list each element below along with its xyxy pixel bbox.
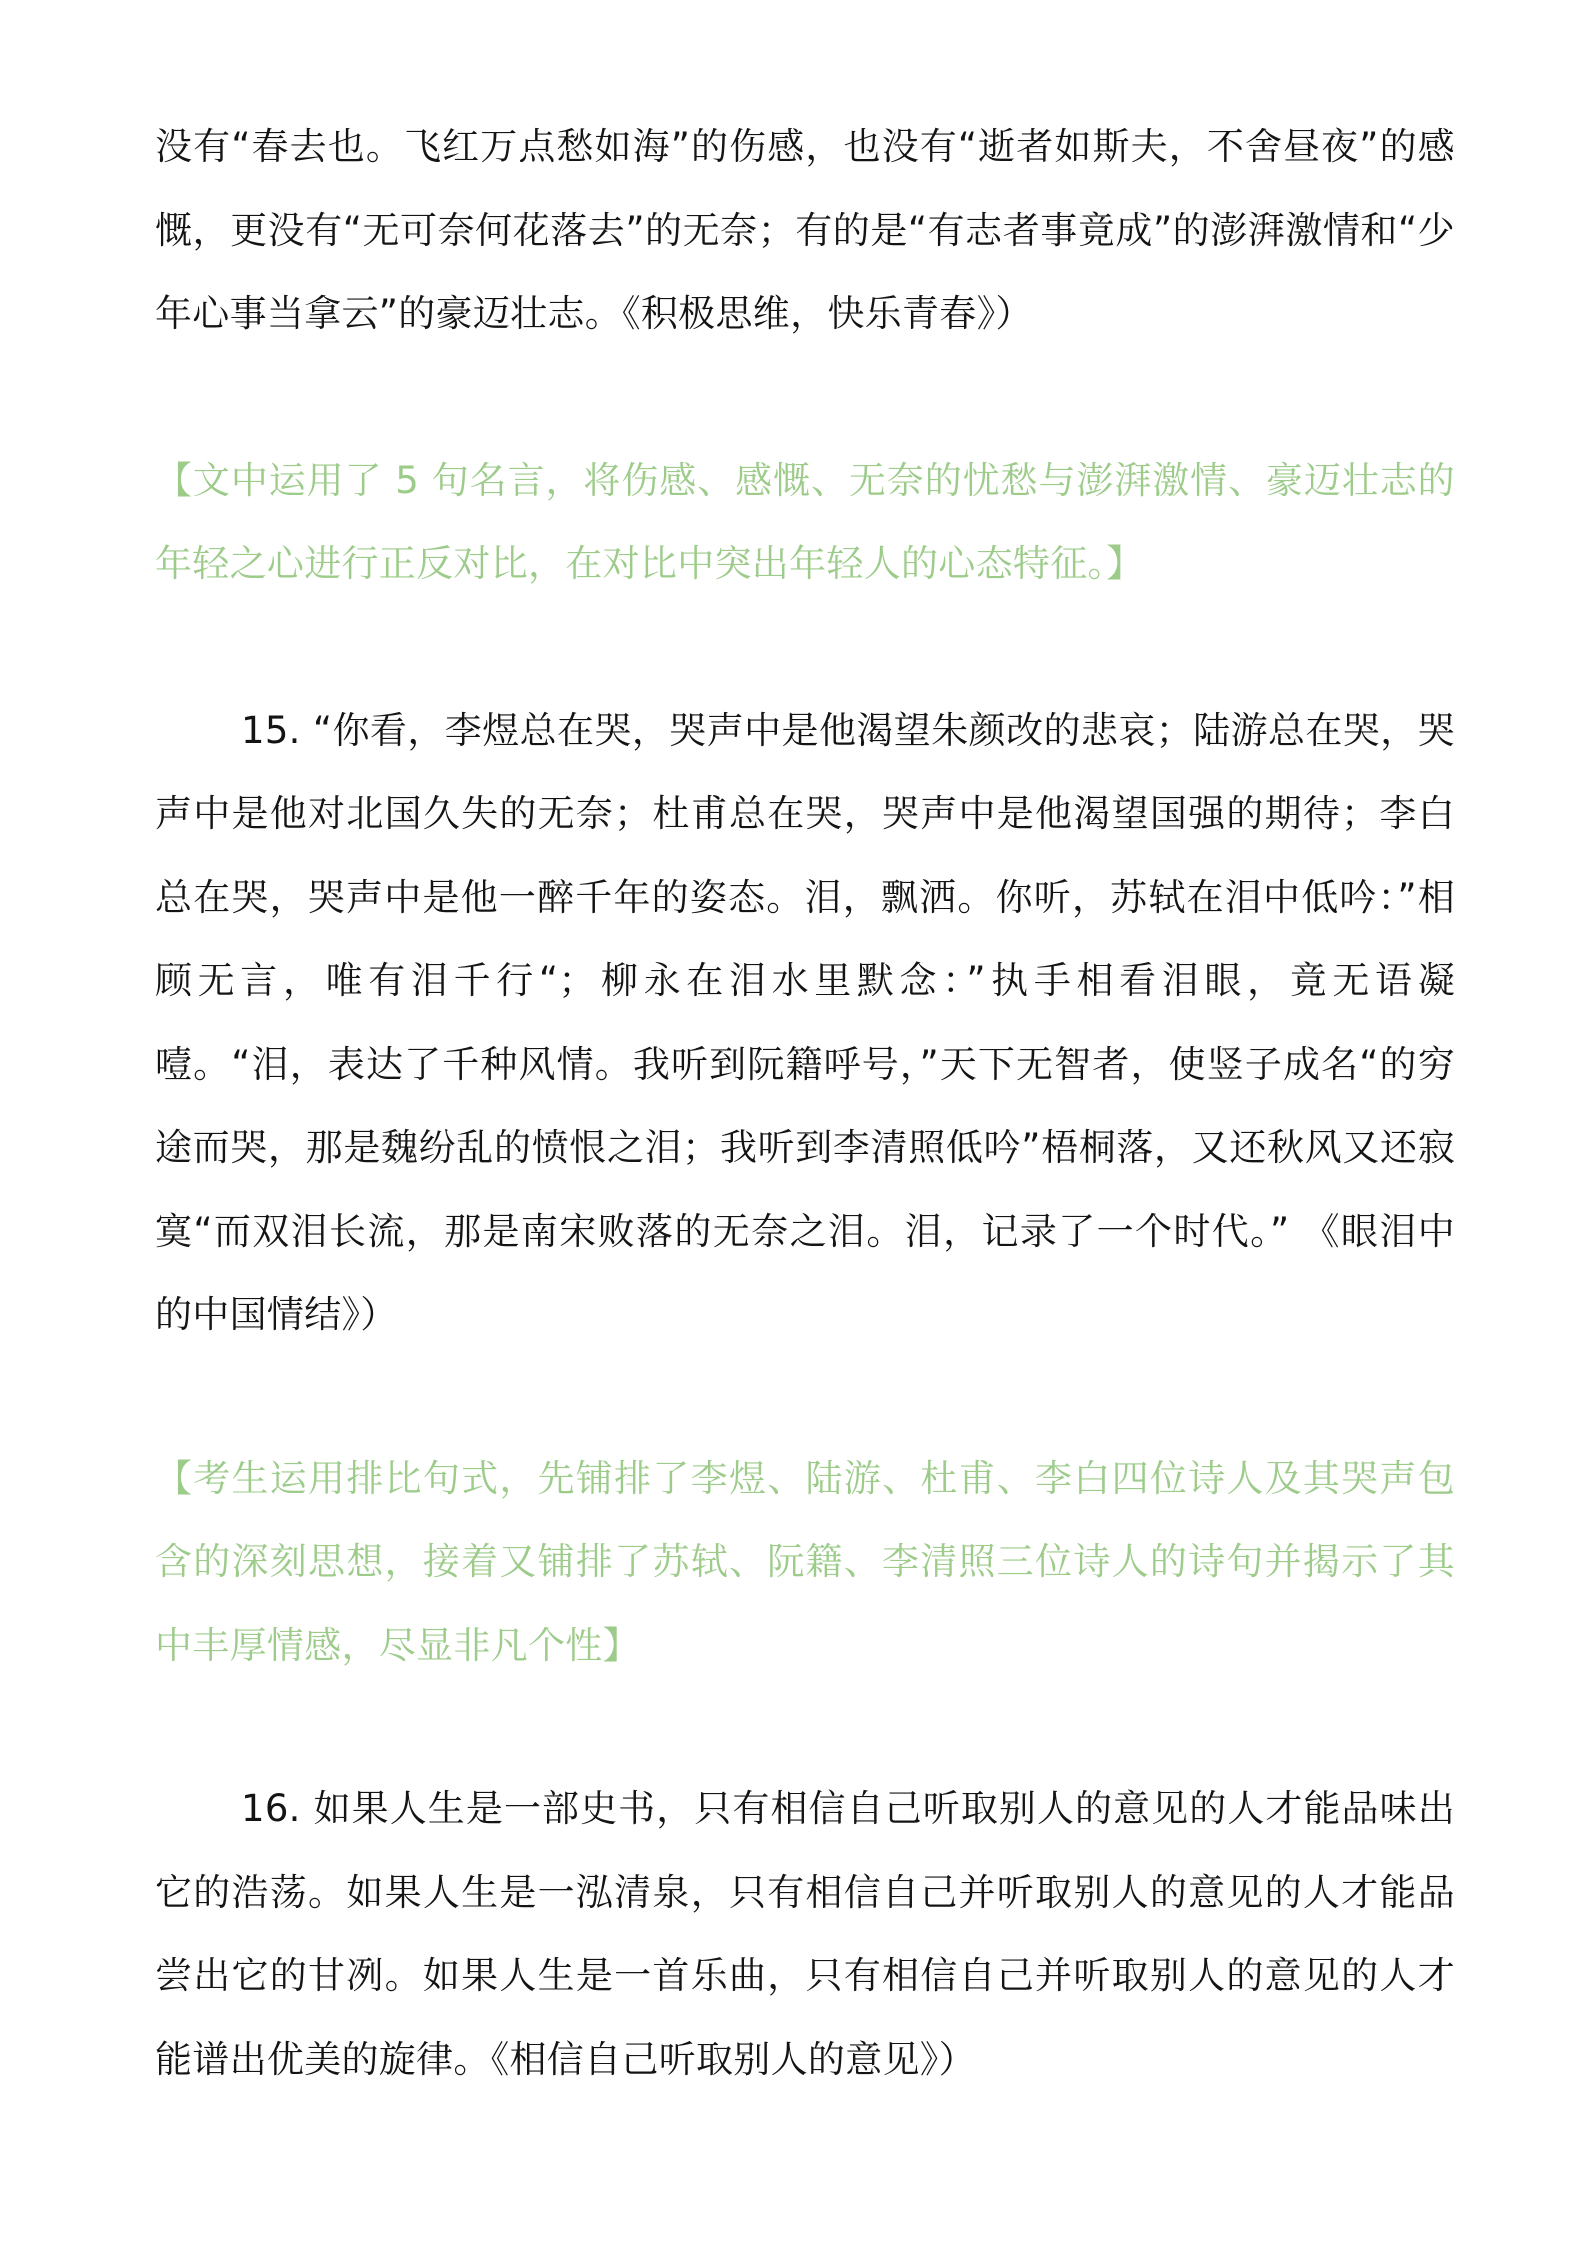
document-page [155,105,1455,2101]
paragraph-item-16: 16. 如果人生是一部史书，只有相信自己听取别人的意见的人才能品味出它的浩荡。如果人生是一泓清泉，只有相信自己并听取别人的意见的人才能品尝出它的甘冽。如果人生是一首乐曲，只有相信自己并听取别人的意见的人才能谱出优美的旋律。《相信自己听取别人的意见》） [155,1787,1455,2081]
paragraph-gap [155,356,1455,439]
annotation-parallelism: 【考生运用排比句式，先铺排了李煜、陆游、杜甫、李白四位诗人及其哭声包含的深刻思想，接着又铺排了苏轼、阮籍、李清照三位诗人的诗句并揭示了其中丰厚情感，尽显非凡个性】 [155,1456,1455,1667]
paragraph-gap [155,606,1455,689]
paragraph-item-15: 15. “你看，李煜总在哭，哭声中是他渴望朱颜改的悲哀；陆游总在哭，哭声中是他对北国久失的无奈；杜甫总在哭，哭声中是他渴望国强的期待；李白总在哭，哭声中是他一醉千年的姿态。泪，飘洒。你听，苏轼在泪中低吟：”相顾无言，唯有泪千行“；柳永在泪水里默念：”执手相看泪眼，竟无语凝噎。“泪，表达了千种风情。我听到阮籍呼号，”天下无智者，使竖子成名“的穷途而哭，那是魏纷乱的愤恨之泪；我听到李清照低吟”梧桐落，又还秋风又还寂寞“而双泪长流，那是南宋败落的无奈之泪。泪，记录了一个时代。” 《眼泪中的中国情结》） [155,708,1455,1336]
annotation-contrast: 【文中运用了 5 句名言，将伤感、感慨、无奈的忧愁与澎湃激情、豪迈壮志的年轻之心进行正反对比，在对比中突出年轻人的心态特征。】 [155,458,1455,585]
paragraph-gap [155,1687,1455,1767]
paragraph-gap [155,1357,1455,1437]
paragraph-quotes-example: 没有“春去也。飞红万点愁如海”的伤感，也没有“逝者如斯夫，不舍昼夜”的感慨，更没有“无可奈何花落去”的无奈；有的是“有志者事竟成”的澎湃激情和“少年心事当拿云”的豪迈壮志。《积极思维，快乐青春》） [155,125,1455,335]
